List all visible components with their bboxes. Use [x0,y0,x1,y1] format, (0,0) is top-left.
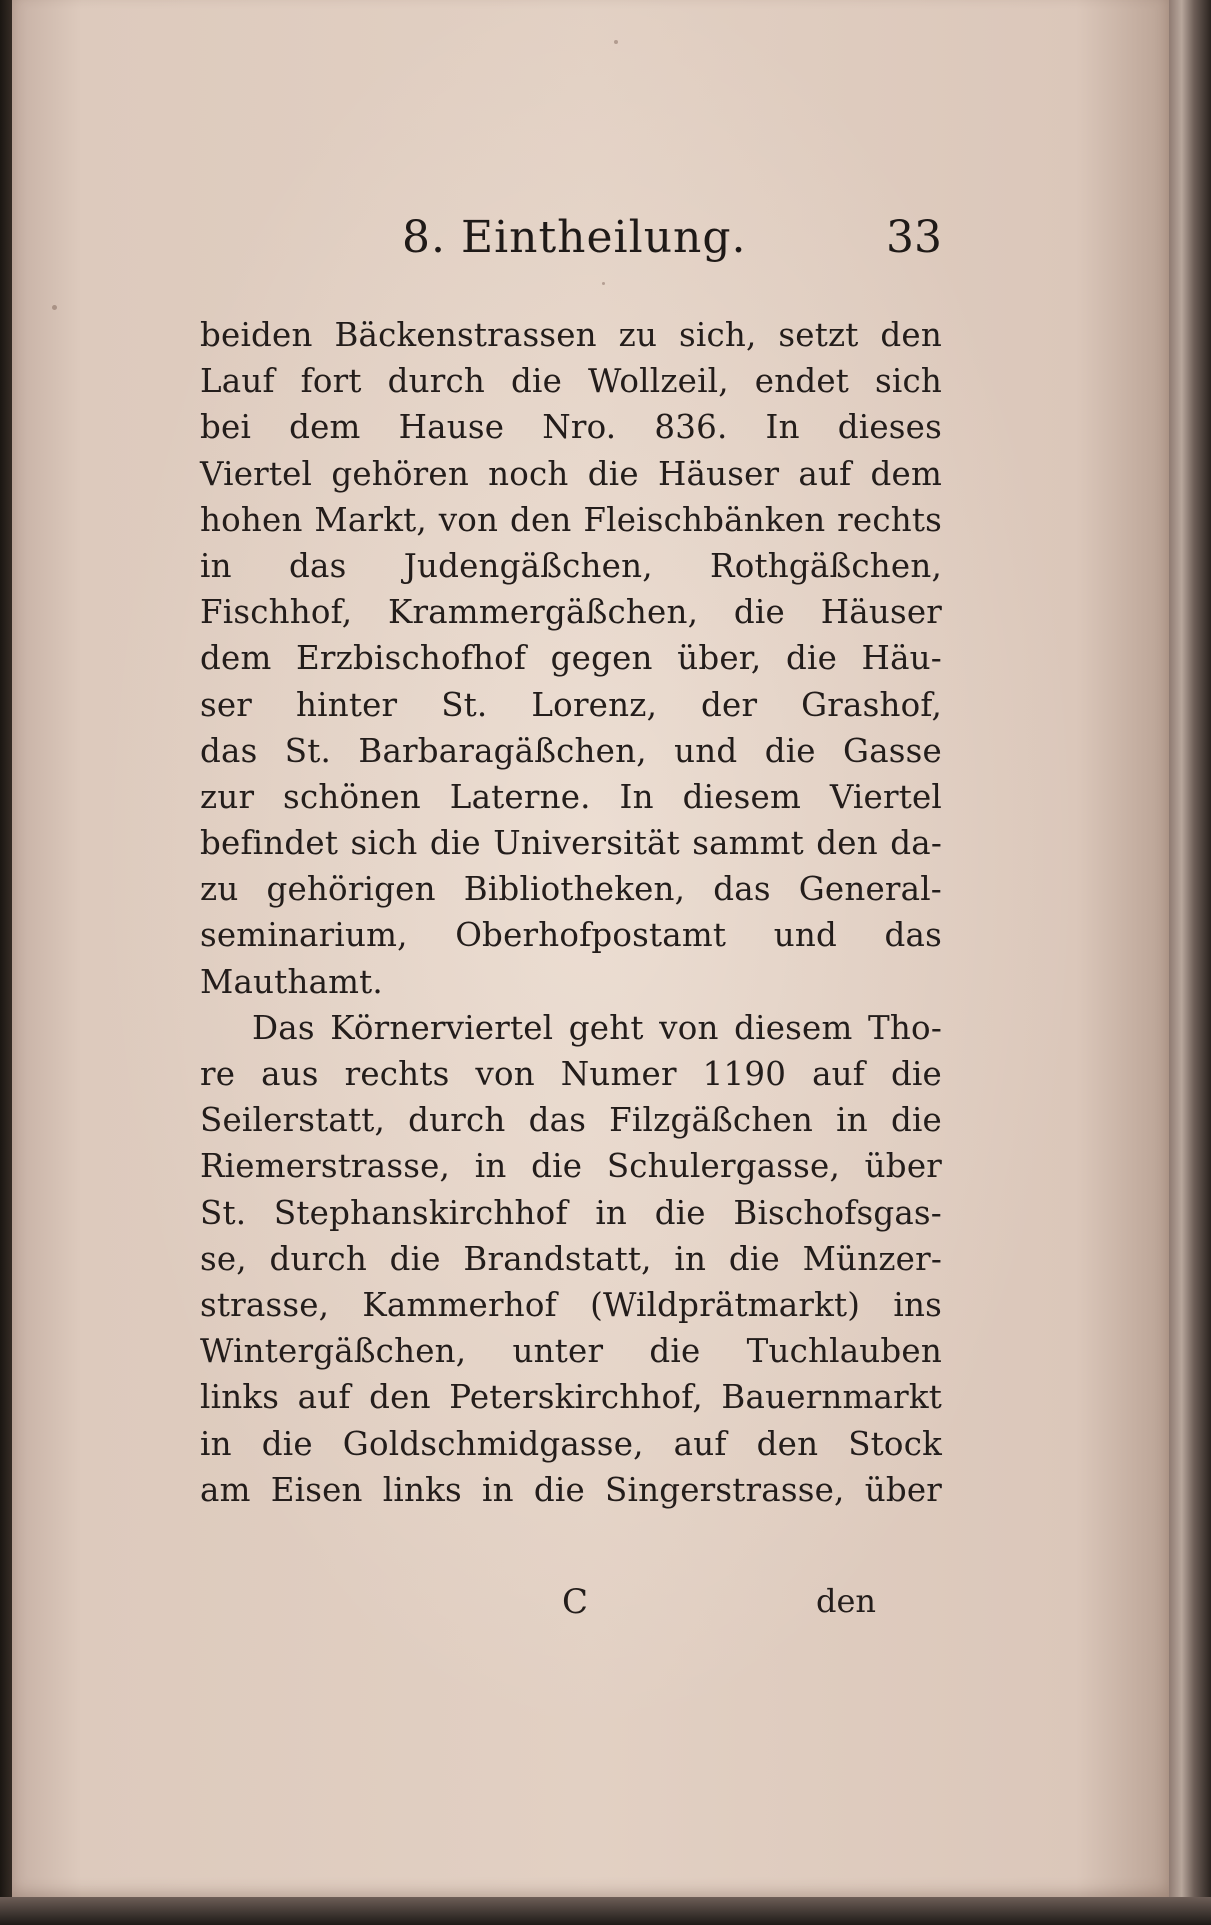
page-header [202,212,942,272]
text-line: seminarium, Oberhofpostamt und das [200,916,942,955]
text-line: Viertel gehören noch die Häuser auf dem [200,454,942,493]
book-page [12,0,1169,1898]
text-line: re aus rechts von Numer 1190 auf die [200,1055,942,1093]
signature-mark: C [562,1582,589,1622]
text-line: in die Goldschmidgasse, auf den Stock [200,1424,942,1463]
text-line: St. Stephanskirchhof in die Bischofsgas- [200,1193,942,1232]
text-line: in das Judengäßchen, Rothgäßchen, [200,546,942,585]
body-text [200,312,942,1513]
paper-spot [52,305,57,310]
text-line: Das Körnerviertel geht von diesem Tho- [252,1008,942,1047]
text-line: das St. Barbaragäßchen, und die Gasse [200,731,942,770]
text-line: zu gehörigen Bibliotheken, das General- [200,870,942,909]
text-line: am Eisen links in die Singerstrasse, über [200,1470,942,1509]
text-line: Seilerstatt, durch das Filzgäßchen in die [200,1101,942,1140]
text-line: beiden Bäckenstrassen zu sich, setzt den [200,316,942,354]
text-line: Lauf fort durch die Wollzeil, endet sich [200,362,942,401]
text-line: Fischhof, Krammergäßchen, die Häuser [200,593,942,632]
text-line: Mauthamt. [200,962,383,1001]
text-line: dem Erzbischofhof gegen über, die Häu- [200,639,942,678]
text-line: links auf den Peterskirchhof, Bauernmarkt [200,1378,942,1417]
text-line: strasse, Kammerhof (Wildprätmarkt) ins [200,1285,942,1324]
text-line: zur schönen Laterne. In diesem Viertel [200,777,942,816]
text-line: bei dem Hause Nro. 836. In dieses [200,408,942,447]
paper-spot [602,282,605,285]
page-footer [200,1582,942,1632]
page-number: 33 [886,212,942,263]
page-block-edge [1169,0,1211,1925]
text-line: Wintergäßchen, unter die Tuchlauben [200,1332,942,1371]
catchword: den [815,1582,876,1620]
paper-spot [614,40,618,44]
text-line: ser hinter St. Lorenz, der Grashof, [200,685,942,724]
running-head: 8. Eintheilung. [402,212,747,263]
text-line: Riemerstrasse, in die Schulergasse, über [200,1147,942,1186]
text-line: se, durch die Brandstatt, in die Münzer- [200,1239,942,1278]
text-line: hohen Markt, von den Fleischbänken rechts [200,500,942,539]
page-bottom-edge [0,1897,1211,1925]
text-line: befindet sich die Universität sammt den da- [200,824,942,863]
